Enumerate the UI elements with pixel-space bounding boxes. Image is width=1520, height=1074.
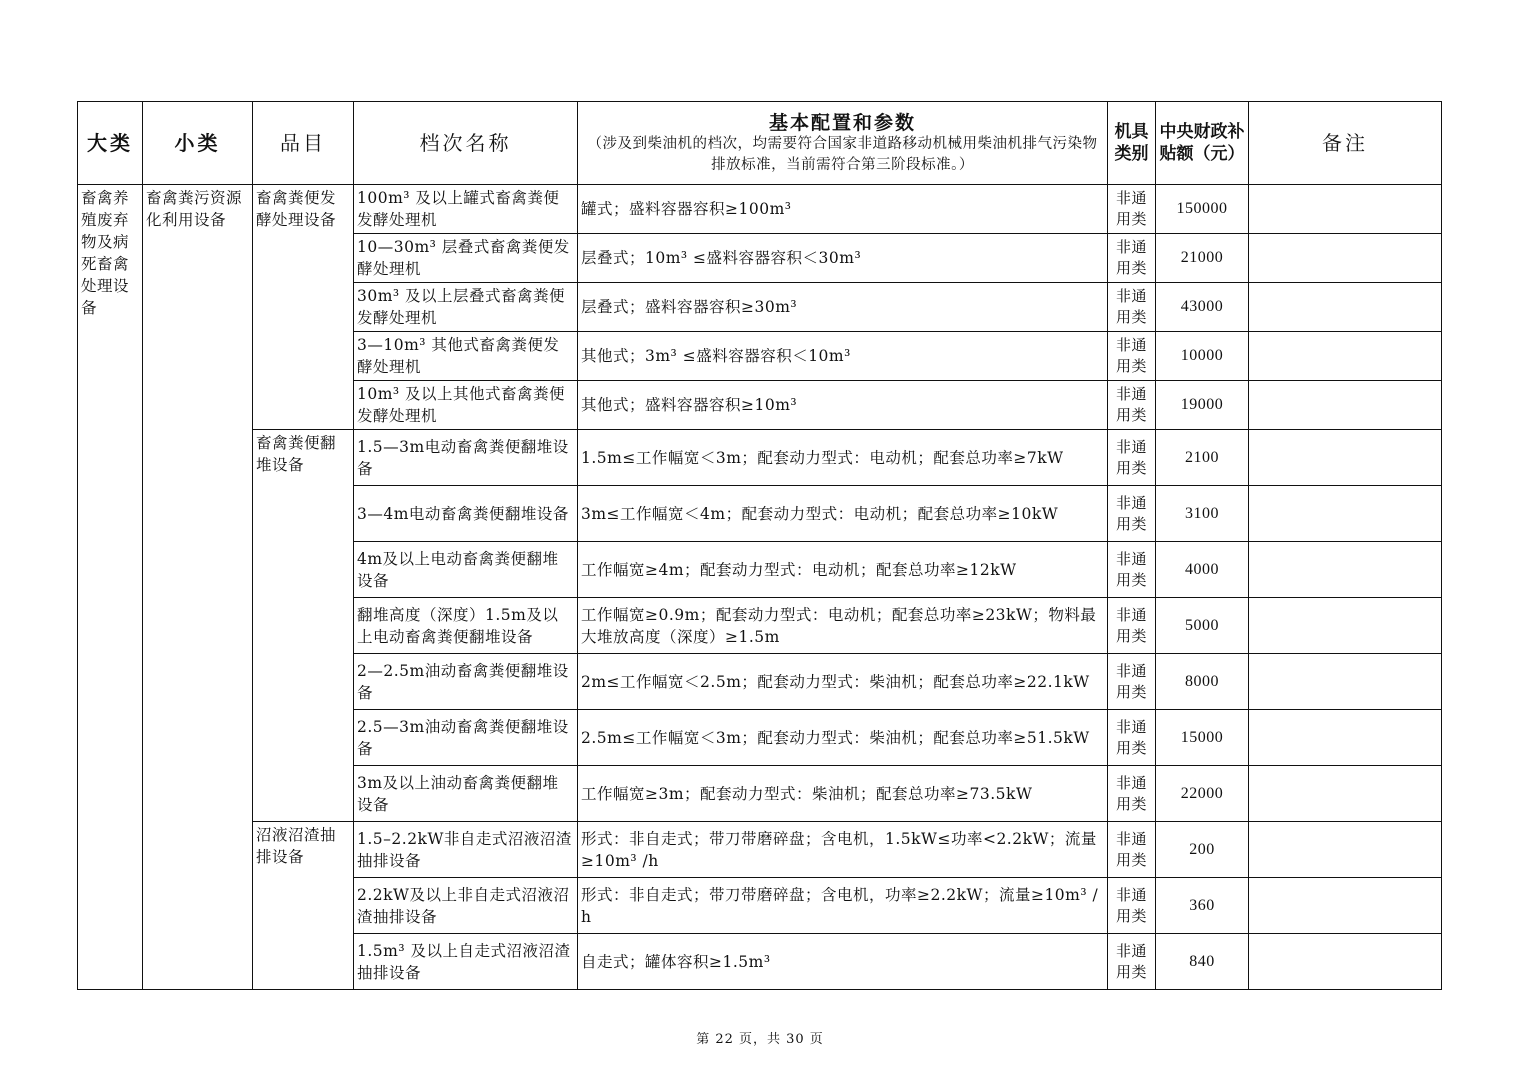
machine-type-cell: 非通用类 (1108, 486, 1156, 542)
config-cell: 自走式；罐体容积≥1.5m³ (578, 934, 1108, 990)
machine-type-cell: 非通用类 (1108, 381, 1156, 430)
subsidy-amount-cell: 22000 (1156, 766, 1249, 822)
grade-cell: 100m³ 及以上罐式畜禽粪便发酵处理机 (354, 185, 578, 234)
header-item: 品目 (253, 102, 354, 185)
header-config-note: （涉及到柴油机的档次，均需要符合国家非道路移动机械用柴油机排气污染物排放标准，当前需符合第三阶段标准。） (587, 135, 1098, 173)
machine-type-cell: 非通用类 (1108, 185, 1156, 234)
grade-cell: 30m³ 及以上层叠式畜禽粪便发酵处理机 (354, 283, 578, 332)
subsidy-amount-cell: 43000 (1156, 283, 1249, 332)
table-row (78, 185, 1442, 234)
item-cell: 畜禽粪便翻堆设备 (253, 430, 354, 822)
remark-cell (1249, 430, 1442, 486)
subsidy-amount-cell: 840 (1156, 934, 1249, 990)
machine-type-cell: 非通用类 (1108, 934, 1156, 990)
subsidy-amount-cell: 150000 (1156, 185, 1249, 234)
grade-cell: 2.2kW及以上非自走式沼液沼渣抽排设备 (354, 878, 578, 934)
header-config (578, 102, 1108, 185)
remark-cell (1249, 185, 1442, 234)
machine-type-cell: 非通用类 (1108, 598, 1156, 654)
grade-cell: 3—4m电动畜禽粪便翻堆设备 (354, 486, 578, 542)
remark-cell (1249, 598, 1442, 654)
subsidy-amount-cell: 21000 (1156, 234, 1249, 283)
config-cell: 其他式；盛料容器容积≥10m³ (578, 381, 1108, 430)
grade-cell: 3m及以上油动畜禽粪便翻堆设备 (354, 766, 578, 822)
subsidy-amount-cell: 2100 (1156, 430, 1249, 486)
header-grade-name: 档次名称 (354, 102, 578, 185)
grade-cell: 2—2.5m油动畜禽粪便翻堆设备 (354, 654, 578, 710)
config-cell: 2.5m≤工作幅宽＜3m；配套动力型式：柴油机；配套总功率≥51.5kW (578, 710, 1108, 766)
remark-cell (1249, 381, 1442, 430)
machine-type-cell: 非通用类 (1108, 332, 1156, 381)
machine-type-cell: 非通用类 (1108, 878, 1156, 934)
config-cell: 形式：非自走式；带刀带磨碎盘；含电机，1.5kW≤功率<2.2kW；流量≥10m³ /h (578, 822, 1108, 878)
remark-cell (1249, 486, 1442, 542)
subsidy-amount-cell: 5000 (1156, 598, 1249, 654)
machine-type-cell: 非通用类 (1108, 710, 1156, 766)
table-body (78, 185, 1442, 990)
grade-cell: 10—30m³ 层叠式畜禽粪便发酵处理机 (354, 234, 578, 283)
header-machine-type: 机具类别 (1108, 102, 1156, 185)
grade-cell: 1.5—3m电动畜禽粪便翻堆设备 (354, 430, 578, 486)
header-subcategory: 小类 (143, 102, 253, 185)
remark-cell (1249, 878, 1442, 934)
subsidy-amount-cell: 4000 (1156, 542, 1249, 598)
item-cell: 畜禽粪便发酵处理设备 (253, 185, 354, 430)
config-cell: 层叠式；盛料容器容积≥30m³ (578, 283, 1108, 332)
remark-cell (1249, 332, 1442, 381)
machine-type-cell: 非通用类 (1108, 822, 1156, 878)
subsidy-amount-cell: 8000 (1156, 654, 1249, 710)
machine-type-cell: 非通用类 (1108, 283, 1156, 332)
header-remarks: 备注 (1249, 102, 1442, 185)
remark-cell (1249, 710, 1442, 766)
subsidy-amount-cell: 19000 (1156, 381, 1249, 430)
remark-cell (1249, 654, 1442, 710)
config-cell: 2m≤工作幅宽＜2.5m；配套动力型式：柴油机；配套总功率≥22.1kW (578, 654, 1108, 710)
grade-cell: 翻堆高度（深度）1.5m及以上电动畜禽粪便翻堆设备 (354, 598, 578, 654)
table-row (78, 822, 1442, 878)
grade-cell: 3—10m³ 其他式畜禽粪便发酵处理机 (354, 332, 578, 381)
subsidy-amount-cell: 200 (1156, 822, 1249, 878)
grade-cell: 4m及以上电动畜禽粪便翻堆设备 (354, 542, 578, 598)
item-cell: 沼液沼渣抽排设备 (253, 822, 354, 990)
config-cell: 形式：非自走式；带刀带磨碎盘；含电机，功率≥2.2kW；流量≥10m³ /h (578, 878, 1108, 934)
grade-cell: 10m³ 及以上其他式畜禽粪便发酵处理机 (354, 381, 578, 430)
config-cell: 工作幅宽≥3m；配套动力型式：柴油机；配套总功率≥73.5kW (578, 766, 1108, 822)
subsidy-table (77, 101, 1442, 990)
table-header-row (78, 102, 1442, 185)
remark-cell (1249, 542, 1442, 598)
config-cell: 1.5m≤工作幅宽＜3m；配套动力型式：电动机；配套总功率≥7kW (578, 430, 1108, 486)
subsidy-amount-cell: 10000 (1156, 332, 1249, 381)
category-cell: 畜禽养殖废弃物及病死畜禽处理设备 (78, 185, 143, 990)
config-cell: 其他式；3m³ ≤盛料容器容积＜10m³ (578, 332, 1108, 381)
config-cell: 罐式；盛料容器容积≥100m³ (578, 185, 1108, 234)
remark-cell (1249, 283, 1442, 332)
header-subsidy: 中央财政补贴额（元） (1156, 102, 1249, 185)
grade-cell: 1.5m³ 及以上自走式沼液沼渣抽排设备 (354, 934, 578, 990)
machine-type-cell: 非通用类 (1108, 654, 1156, 710)
header-category: 大类 (78, 102, 143, 185)
subcategory-cell: 畜禽粪污资源化利用设备 (143, 185, 253, 990)
config-cell: 层叠式；10m³ ≤盛料容器容积＜30m³ (578, 234, 1108, 283)
remark-cell (1249, 234, 1442, 283)
remark-cell (1249, 766, 1442, 822)
subsidy-amount-cell: 15000 (1156, 710, 1249, 766)
machine-type-cell: 非通用类 (1108, 766, 1156, 822)
grade-cell: 1.5–2.2kW非自走式沼液沼渣抽排设备 (354, 822, 578, 878)
config-cell: 工作幅宽≥0.9m；配套动力型式：电动机；配套总功率≥23kW；物料最大堆放高度（深度）≥1.5m (578, 598, 1108, 654)
subsidy-amount-cell: 360 (1156, 878, 1249, 934)
subsidy-amount-cell: 3100 (1156, 486, 1249, 542)
machine-type-cell: 非通用类 (1108, 430, 1156, 486)
remark-cell (1249, 934, 1442, 990)
grade-cell: 2.5—3m油动畜禽粪便翻堆设备 (354, 710, 578, 766)
config-cell: 工作幅宽≥4m；配套动力型式：电动机；配套总功率≥12kW (578, 542, 1108, 598)
machine-type-cell: 非通用类 (1108, 234, 1156, 283)
remark-cell (1249, 822, 1442, 878)
table-row (78, 430, 1442, 486)
header-config-title: 基本配置和参数 (768, 111, 916, 134)
page-footer: 第 22 页，共 30 页 (696, 1032, 824, 1047)
machine-type-cell: 非通用类 (1108, 542, 1156, 598)
config-cell: 3m≤工作幅宽＜4m；配套动力型式：电动机；配套总功率≥10kW (578, 486, 1108, 542)
